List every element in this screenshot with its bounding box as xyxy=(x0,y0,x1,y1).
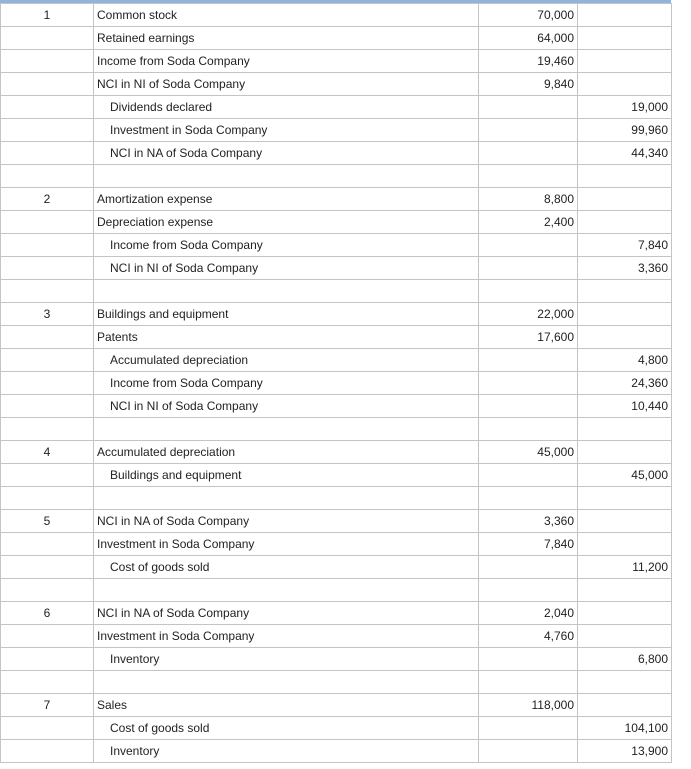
journal-entry-line xyxy=(1,142,672,165)
account-name: Buildings and equipment xyxy=(97,307,229,321)
credit-amount-cell xyxy=(578,694,672,717)
journal-entry-line xyxy=(1,395,672,418)
entry-number-cell xyxy=(1,533,94,556)
credit-amount-cell xyxy=(578,556,672,579)
journal-entry-line xyxy=(1,602,672,625)
entry-separator-row xyxy=(1,671,672,694)
empty-cell xyxy=(578,579,672,602)
journal-entry-line xyxy=(1,556,672,579)
empty-cell xyxy=(479,671,578,694)
entry-number-cell xyxy=(1,648,94,671)
debit-account-cell xyxy=(94,602,479,625)
debit-amount-cell xyxy=(479,142,578,165)
debit-account-cell xyxy=(94,4,479,27)
entry-number-cell xyxy=(1,395,94,418)
empty-cell xyxy=(94,418,479,441)
credit-account-cell xyxy=(94,556,479,579)
journal-entry-line xyxy=(1,349,672,372)
entry-number-cell xyxy=(1,50,94,73)
credit-amount: 6,800 xyxy=(637,652,668,666)
credit-amount-cell xyxy=(578,4,672,27)
journal-entry-line xyxy=(1,372,672,395)
entry-separator-row xyxy=(1,280,672,303)
empty-cell xyxy=(479,579,578,602)
debit-amount: 2,400 xyxy=(543,215,574,229)
account-name: Income from Soda Company xyxy=(110,376,263,390)
debit-amount-cell xyxy=(479,510,578,533)
credit-account-cell xyxy=(94,464,479,487)
entry-number-cell xyxy=(1,73,94,96)
journal-entry-line xyxy=(1,533,672,556)
credit-amount-cell xyxy=(578,717,672,740)
journal-entry-line xyxy=(1,188,672,211)
entry-number-cell xyxy=(1,372,94,395)
account-name: Sales xyxy=(97,698,128,712)
account-name: Cost of goods sold xyxy=(110,721,210,735)
credit-amount-cell xyxy=(578,257,672,280)
debit-amount-cell xyxy=(479,717,578,740)
credit-amount: 3,360 xyxy=(637,261,668,275)
credit-amount-cell xyxy=(578,648,672,671)
debit-amount-cell xyxy=(479,694,578,717)
debit-account-cell xyxy=(94,211,479,234)
account-name: Accumulated depreciation xyxy=(110,353,249,367)
journal-entry-line xyxy=(1,73,672,96)
empty-cell xyxy=(1,579,94,602)
entry-number-cell xyxy=(1,119,94,142)
credit-amount-cell xyxy=(578,96,672,119)
debit-account-cell xyxy=(94,625,479,648)
debit-account-cell xyxy=(94,326,479,349)
credit-amount-cell xyxy=(578,464,672,487)
journal-entry-line xyxy=(1,717,672,740)
debit-account-cell xyxy=(94,50,479,73)
empty-cell xyxy=(1,165,94,188)
account-name: Income from Soda Company xyxy=(110,238,263,252)
debit-account-cell xyxy=(94,303,479,326)
empty-cell xyxy=(578,487,672,510)
entry-number-cell xyxy=(1,556,94,579)
debit-amount: 45,000 xyxy=(537,445,574,459)
debit-amount-cell xyxy=(479,441,578,464)
credit-amount-cell xyxy=(578,326,672,349)
journal-entries-body xyxy=(1,4,672,763)
entry-number: 2 xyxy=(43,192,51,206)
account-name: Buildings and equipment xyxy=(110,468,242,482)
empty-cell xyxy=(479,418,578,441)
credit-amount: 7,840 xyxy=(637,238,668,252)
entry-number-cell xyxy=(1,211,94,234)
debit-account-cell xyxy=(94,188,479,211)
account-name: Cost of goods sold xyxy=(110,560,210,574)
account-name: Inventory xyxy=(110,744,160,758)
empty-cell xyxy=(94,671,479,694)
debit-amount-cell xyxy=(479,395,578,418)
empty-cell xyxy=(578,165,672,188)
empty-cell xyxy=(1,487,94,510)
empty-cell xyxy=(94,487,479,510)
debit-amount-cell xyxy=(479,211,578,234)
account-name: NCI in NI of Soda Company xyxy=(110,261,259,275)
entry-number-cell xyxy=(1,694,94,717)
account-name: Patents xyxy=(97,330,138,344)
account-name: Accumulated depreciation xyxy=(97,445,236,459)
debit-amount-cell xyxy=(479,372,578,395)
debit-amount: 118,000 xyxy=(531,698,574,712)
entry-separator-row xyxy=(1,418,672,441)
entry-number: 4 xyxy=(43,445,51,459)
debit-amount-cell xyxy=(479,349,578,372)
credit-amount: 24,360 xyxy=(631,376,668,390)
debit-amount-cell xyxy=(479,4,578,27)
journal-entry-line xyxy=(1,50,672,73)
credit-amount: 11,200 xyxy=(632,560,668,574)
credit-amount-cell xyxy=(578,441,672,464)
debit-amount: 3,360 xyxy=(543,514,574,528)
account-name: Inventory xyxy=(110,652,160,666)
journal-entry-line xyxy=(1,510,672,533)
credit-amount-cell xyxy=(578,303,672,326)
debit-amount-cell xyxy=(479,119,578,142)
entry-separator-row xyxy=(1,579,672,602)
account-name: Dividends declared xyxy=(110,100,213,114)
debit-amount-cell xyxy=(479,96,578,119)
journal-entry-line xyxy=(1,303,672,326)
debit-amount: 70,000 xyxy=(537,8,574,22)
journal-entry-line xyxy=(1,119,672,142)
account-name: Amortization expense xyxy=(97,192,213,206)
empty-cell xyxy=(578,671,672,694)
debit-account-cell xyxy=(94,27,479,50)
credit-amount: 104,100 xyxy=(624,721,668,735)
credit-amount-cell xyxy=(578,211,672,234)
entry-number-cell xyxy=(1,602,94,625)
credit-amount: 10,440 xyxy=(631,399,668,413)
account-name: NCI in NA of Soda Company xyxy=(97,514,250,528)
entry-separator-row xyxy=(1,165,672,188)
credit-amount-cell xyxy=(578,349,672,372)
empty-cell xyxy=(479,280,578,303)
credit-amount: 45,000 xyxy=(631,468,668,482)
credit-amount-cell xyxy=(578,119,672,142)
journal-entry-line xyxy=(1,257,672,280)
credit-account-cell xyxy=(94,349,479,372)
credit-amount-cell xyxy=(578,372,672,395)
debit-amount: 19,460 xyxy=(537,54,574,68)
entry-number-cell xyxy=(1,188,94,211)
entry-number-cell xyxy=(1,510,94,533)
debit-amount: 9,840 xyxy=(543,77,574,91)
journal-entry-line xyxy=(1,4,672,27)
credit-amount: 13,900 xyxy=(631,744,668,758)
account-name: Investment in Soda Company xyxy=(110,123,268,137)
debit-amount-cell xyxy=(479,188,578,211)
credit-account-cell xyxy=(94,142,479,165)
account-name: Income from Soda Company xyxy=(97,54,250,68)
credit-account-cell xyxy=(94,96,479,119)
debit-amount: 22,000 xyxy=(537,307,574,321)
empty-cell xyxy=(94,280,479,303)
entry-number-cell xyxy=(1,717,94,740)
journal-entry-line xyxy=(1,234,672,257)
debit-amount-cell xyxy=(479,73,578,96)
entry-separator-row xyxy=(1,487,672,510)
credit-amount-cell xyxy=(578,395,672,418)
credit-amount-cell xyxy=(578,234,672,257)
debit-amount: 7,840 xyxy=(543,537,574,551)
journal-entry-line xyxy=(1,441,672,464)
account-name: Retained earnings xyxy=(97,31,195,45)
account-name: Investment in Soda Company xyxy=(97,629,255,643)
entry-number-cell xyxy=(1,625,94,648)
credit-amount-cell xyxy=(578,73,672,96)
entry-number: 1 xyxy=(43,8,51,22)
credit-account-cell xyxy=(94,372,479,395)
credit-amount-cell xyxy=(578,510,672,533)
credit-account-cell xyxy=(94,648,479,671)
empty-cell xyxy=(94,165,479,188)
credit-amount-cell xyxy=(578,188,672,211)
account-name: NCI in NI of Soda Company xyxy=(97,77,246,91)
credit-amount: 99,960 xyxy=(631,123,668,137)
credit-account-cell xyxy=(94,257,479,280)
empty-cell xyxy=(578,280,672,303)
account-name: Depreciation expense xyxy=(97,215,214,229)
entry-number-cell xyxy=(1,740,94,763)
entry-number-cell xyxy=(1,27,94,50)
credit-amount: 4,800 xyxy=(637,353,668,367)
debit-amount-cell xyxy=(479,27,578,50)
debit-amount: 17,600 xyxy=(537,330,574,344)
debit-amount: 4,760 xyxy=(543,629,574,643)
entry-number-cell xyxy=(1,142,94,165)
debit-account-cell xyxy=(94,510,479,533)
entry-number-cell xyxy=(1,257,94,280)
debit-amount-cell xyxy=(479,234,578,257)
debit-amount: 64,000 xyxy=(537,31,574,45)
empty-cell xyxy=(1,280,94,303)
entry-number-cell xyxy=(1,4,94,27)
journal-entry-line xyxy=(1,326,672,349)
debit-amount: 8,800 xyxy=(543,192,574,206)
empty-cell xyxy=(578,418,672,441)
entry-number-cell xyxy=(1,303,94,326)
debit-amount-cell xyxy=(479,625,578,648)
debit-amount-cell xyxy=(479,464,578,487)
debit-account-cell xyxy=(94,533,479,556)
empty-cell xyxy=(94,579,479,602)
debit-amount-cell xyxy=(479,556,578,579)
credit-amount-cell xyxy=(578,533,672,556)
debit-account-cell xyxy=(94,694,479,717)
credit-amount-cell xyxy=(578,50,672,73)
entry-number-cell xyxy=(1,326,94,349)
journal-entry-line xyxy=(1,694,672,717)
entry-number: 5 xyxy=(43,514,51,528)
debit-account-cell xyxy=(94,441,479,464)
credit-account-cell xyxy=(94,119,479,142)
credit-amount-cell xyxy=(578,27,672,50)
debit-account-cell xyxy=(94,73,479,96)
debit-amount-cell xyxy=(479,303,578,326)
account-name: NCI in NA of Soda Company xyxy=(97,606,250,620)
journal-entry-line xyxy=(1,27,672,50)
account-name: NCI in NA of Soda Company xyxy=(110,146,263,160)
entry-number-cell xyxy=(1,234,94,257)
credit-amount-cell xyxy=(578,142,672,165)
empty-cell xyxy=(479,165,578,188)
credit-amount: 44,340 xyxy=(631,146,668,160)
empty-cell xyxy=(1,418,94,441)
debit-amount-cell xyxy=(479,50,578,73)
entry-number: 3 xyxy=(43,307,51,321)
credit-account-cell xyxy=(94,717,479,740)
credit-account-cell xyxy=(94,234,479,257)
account-name: Investment in Soda Company xyxy=(97,537,255,551)
journal-entry-line xyxy=(1,96,672,119)
debit-amount: 2,040 xyxy=(543,606,574,620)
empty-cell xyxy=(1,671,94,694)
credit-amount-cell xyxy=(578,740,672,763)
credit-account-cell xyxy=(94,395,479,418)
entry-number: 7 xyxy=(43,698,51,712)
debit-amount-cell xyxy=(479,648,578,671)
journal-entry-line xyxy=(1,625,672,648)
debit-amount-cell xyxy=(479,602,578,625)
credit-account-cell xyxy=(94,740,479,763)
entry-number-cell xyxy=(1,349,94,372)
journal-entry-line xyxy=(1,211,672,234)
journal-entry-line xyxy=(1,464,672,487)
debit-amount-cell xyxy=(479,257,578,280)
credit-amount-cell xyxy=(578,602,672,625)
empty-cell xyxy=(479,487,578,510)
debit-amount-cell xyxy=(479,533,578,556)
debit-amount-cell xyxy=(479,326,578,349)
credit-amount: 19,000 xyxy=(631,100,668,114)
journal-entry-line xyxy=(1,740,672,763)
journal-entry-line xyxy=(1,648,672,671)
account-name: Common stock xyxy=(97,8,178,22)
account-name: NCI in NI of Soda Company xyxy=(110,399,259,413)
entry-number-cell xyxy=(1,464,94,487)
entry-number-cell xyxy=(1,96,94,119)
entry-number-cell xyxy=(1,441,94,464)
debit-amount-cell xyxy=(479,740,578,763)
entry-number: 6 xyxy=(43,606,51,620)
journal-entries-table xyxy=(0,3,672,763)
credit-amount-cell xyxy=(578,625,672,648)
